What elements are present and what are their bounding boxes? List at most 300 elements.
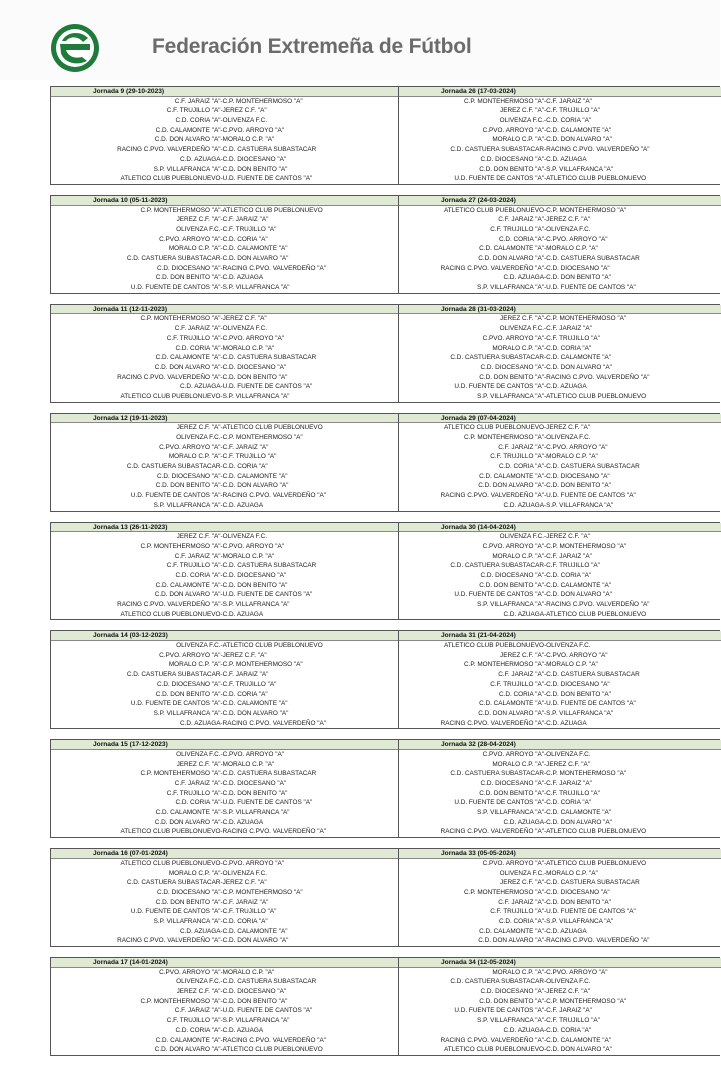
away-team: -C.D. DIOCESANO "A" — [220, 571, 287, 579]
away-team: -C.D. DON ALVARO "A" — [220, 255, 289, 262]
match-row — [51, 590, 398, 600]
match-row — [399, 1006, 721, 1016]
match-row — [51, 382, 398, 392]
home-team: OLIVENZA F.C. — [176, 434, 221, 441]
jornada-header: Jornada 27 (24-03-2024) — [399, 196, 721, 206]
away-team: -C.F. TRUJILLO "A" — [220, 453, 277, 461]
home-team: ATLETICO CLUB PUEBLONUEVO — [443, 206, 544, 214]
match-row — [51, 373, 398, 383]
away-team: -C.F. JARAIZ "A" — [220, 443, 269, 451]
away-team: -JEREZ C.F. "A" — [544, 216, 591, 224]
home-team: JEREZ C.F. "A" — [176, 216, 221, 224]
match-row — [51, 283, 398, 293]
match-row — [51, 126, 398, 136]
home-team: C.F. JARAIZ "A" — [498, 443, 544, 451]
home-team: ATLETICO CLUB PUEBLONUEVO — [443, 642, 544, 650]
home-team: C.D. AZUAGA — [180, 383, 221, 391]
home-team: C.D. CALAMONTE "A" — [479, 927, 544, 935]
away-team: -JEREZ C.F. "A" — [544, 533, 591, 541]
home-team: C.D. DON ALVARO "A" — [154, 1046, 221, 1054]
match-row — [51, 936, 398, 946]
match-row — [51, 888, 398, 898]
away-team: -C.D. DON BENITO "A" — [544, 898, 611, 906]
home-team: C.D. DIOCESANO "A" — [157, 888, 221, 896]
home-team: JEREZ C.F. "A" — [500, 315, 544, 323]
away-team: -U.D. FUENTE DE CANTOS "A" — [220, 1007, 313, 1015]
jornada-column-left — [51, 305, 399, 402]
match-row — [51, 917, 398, 927]
jornada-header: Jornada 29 (07-04-2024) — [399, 414, 721, 424]
home-team: C.D. CASTUERA SUBASTACAR — [126, 671, 221, 679]
away-team: -C.PVO. ARROYO "A" — [220, 859, 285, 867]
match-row — [51, 532, 398, 542]
match-row — [399, 600, 721, 610]
away-team: -C.P. MONTEHERMOSO "A" — [220, 888, 303, 896]
away-team: -C.D. AZUAGA — [220, 274, 264, 282]
match-row — [399, 878, 721, 888]
match-row — [51, 392, 398, 402]
away-team: -C.F. TRUJILLO "A" — [544, 562, 600, 570]
away-team: -MORALO C.P. "A" — [544, 661, 598, 669]
away-team: -JEREZ C.F. "A" — [220, 879, 267, 887]
match-row — [51, 690, 398, 700]
home-team: ATLETICO CLUB PUEBLONUEVO — [120, 392, 221, 400]
match-row — [399, 888, 721, 898]
away-team: -C.F. JARAIZ "A" — [544, 780, 592, 787]
home-team: JEREZ C.F. "A" — [500, 107, 544, 115]
match-row — [51, 1016, 398, 1026]
home-team: U.D. FUENTE DE CANTOS "A" — [454, 591, 544, 599]
away-team: -C.D. CORIA "A" — [220, 690, 268, 698]
match-row — [399, 135, 721, 145]
match-row — [399, 641, 721, 651]
away-team: -S.P. VILLAFRANCA "A" — [220, 1017, 290, 1025]
page-title: Federación Extremeña de Fútbol — [152, 35, 472, 58]
away-team: -C.D. CALAMONTE "A" — [220, 472, 288, 480]
match-row — [399, 680, 721, 690]
match-row — [51, 353, 398, 363]
match-row — [51, 769, 398, 779]
home-team: C.D. AZUAGA — [503, 818, 544, 826]
match-row — [399, 1026, 721, 1036]
away-team: -C.D. AZUAGA — [544, 719, 587, 727]
home-team: ATLETICO CLUB PUEBLONUEVO — [120, 859, 221, 867]
home-team: C.D. AZUAGA — [503, 501, 544, 509]
match-row — [51, 344, 398, 354]
home-team: C.F. TRUJILLO "A" — [490, 908, 544, 916]
match-row — [399, 709, 721, 719]
home-team: OLIVENZA F.C. — [176, 750, 221, 758]
away-team: -C.D. DON BENITO "A" — [544, 274, 611, 282]
home-team: MORALO C.P. "A" — [492, 552, 544, 560]
match-row — [51, 314, 398, 324]
away-team: -C.D. CORIA "A" — [220, 917, 268, 925]
jornada-block — [50, 630, 720, 729]
match-row — [51, 699, 398, 709]
match-row — [399, 452, 721, 462]
home-team: C.F. JARAIZ "A" — [174, 97, 221, 105]
match-row — [51, 433, 398, 443]
away-team: -C.P. MONTEHERMOSO "A" — [544, 206, 627, 214]
match-row — [399, 314, 721, 324]
away-team: -U.D. FUENTE DE CANTOS "A" — [544, 700, 636, 708]
match-row — [51, 116, 398, 126]
jornada-header: Jornada 31 (21-04-2024) — [399, 631, 721, 641]
match-row — [399, 392, 721, 402]
away-team: -C.P. MONTEHERMOSO "A" — [220, 434, 303, 441]
away-team: -C.D. CORIA "A" — [544, 799, 592, 807]
match-row — [51, 244, 398, 254]
home-team: C.F. JARAIZ "A" — [498, 898, 544, 906]
home-team: RACING C.PVO. VALVERDEÑO "A" — [117, 937, 221, 945]
match-row — [51, 719, 398, 729]
away-team: -C.D. AZUAGA — [220, 501, 264, 509]
away-team: -C.D. DIOCESANO "A" — [544, 472, 610, 480]
away-team: -MORALO C.P. "A" — [220, 344, 275, 352]
home-team: C.P. MONTEHERMOSO "A" — [140, 542, 221, 550]
away-team: -C.D. CORIA "A" — [220, 463, 268, 471]
home-team: C.F. JARAIZ "A" — [174, 780, 221, 787]
away-team: -OLIVENZA F.C. — [220, 533, 268, 541]
match-row — [399, 808, 721, 818]
away-team: -C.D. DIOCESANO "A" — [544, 264, 610, 272]
home-team: C.PVO. ARROYO "A" — [482, 542, 544, 550]
home-team: C.D. AZUAGA — [503, 610, 544, 618]
match-row — [51, 542, 398, 552]
jornada-column-left — [51, 196, 399, 293]
away-team: -C.F. JARAIZ "A" — [220, 671, 269, 679]
away-team: -OLIVENZA F.C. — [544, 434, 591, 441]
match-row — [399, 443, 721, 453]
away-team: -C.D. DIOCESANO "A" — [220, 988, 287, 996]
away-team: -C.D. DIOCESANO "A" — [544, 680, 610, 688]
away-team: -ATLETICO CLUB PUEBLONUEVO — [544, 175, 647, 183]
match-row — [399, 660, 721, 670]
away-team: -ATLETICO CLUB PUEBLONUEVO — [220, 642, 323, 650]
jornada-column-left — [51, 740, 399, 837]
away-team: -C.F. TRUJILLO "A" — [220, 908, 277, 916]
jornada-header: Jornada 16 (07-01-2024) — [51, 849, 398, 859]
home-team: S.P. VILLAFRANCA "A" — [477, 284, 544, 292]
home-team: C.F. TRUJILLO "A" — [166, 334, 221, 342]
jornada-block — [50, 957, 720, 1056]
match-row — [51, 660, 398, 670]
home-team: C.D. DON BENITO "A" — [479, 789, 544, 797]
home-team: C.D. CASTUERA SUBASTACAR — [450, 978, 544, 986]
home-team: C.F. JARAIZ "A" — [498, 671, 544, 679]
home-team: C.PVO. ARROYO "A" — [159, 651, 221, 659]
match-row — [51, 600, 398, 610]
home-team: C.D. DIOCESANO "A" — [480, 780, 544, 787]
match-row — [399, 373, 721, 383]
match-row — [51, 1045, 398, 1055]
home-team: C.P. MONTEHERMOSO "A" — [140, 206, 221, 214]
match-row — [51, 651, 398, 661]
home-team: C.D. CALAMONTE "A" — [479, 472, 544, 480]
match-row — [51, 927, 398, 937]
match-row — [399, 235, 721, 245]
federation-logo-icon — [50, 23, 100, 73]
away-team: -C.D. CALAMONTE "A" — [220, 700, 288, 708]
home-team: C.D. CALAMONTE "A" — [155, 1036, 221, 1044]
away-team: -C.D. CASTUERA SUBASTACAR — [220, 146, 317, 154]
match-row — [51, 273, 398, 283]
match-row — [399, 155, 721, 165]
home-team: C.D. CORIA "A" — [175, 117, 221, 125]
away-team: -S.P. VILLAFRANCA "A" — [220, 601, 290, 608]
jornada-header: Jornada 26 (17-03-2024) — [399, 87, 721, 97]
home-team: C.P. MONTEHERMOSO "A" — [463, 97, 544, 105]
match-row — [399, 462, 721, 472]
away-team: -C.F. JARAIZ "A" — [544, 1007, 592, 1015]
match-row — [51, 1036, 398, 1046]
home-team: S.P. VILLAFRANCA "A" — [477, 392, 544, 400]
match-row — [399, 1016, 721, 1026]
match-row — [399, 215, 721, 225]
match-row — [51, 254, 398, 264]
away-team: -C.D. DIOCESANO "A" — [220, 155, 287, 163]
away-team: -OLIVENZA F.C. — [220, 869, 268, 877]
home-team: RACING C.PVO. VALVERDEÑO "A" — [440, 492, 544, 500]
away-team: -JEREZ C.F. "A" — [544, 988, 591, 996]
home-team: C.D. DIOCESANO "A" — [480, 988, 544, 996]
match-row — [51, 680, 398, 690]
away-team: -C.D. DON BENITO "A" — [544, 690, 611, 698]
away-team: -C.D. CORIA "A" — [544, 1026, 592, 1034]
home-team: C.PVO. ARROYO "A" — [159, 235, 221, 243]
match-row — [51, 898, 398, 908]
match-row — [399, 1036, 721, 1046]
home-team: C.D. DIOCESANO "A" — [480, 571, 544, 579]
jornada-header: Jornada 32 (28-04-2024) — [399, 740, 721, 750]
away-team: -C.PVO. ARROYO "A" — [220, 334, 285, 342]
match-row — [399, 116, 721, 126]
match-row — [51, 106, 398, 116]
home-team: C.D. CASTUERA SUBASTACAR — [450, 354, 544, 362]
home-team: C.D. CORIA "A" — [175, 1026, 221, 1034]
home-team: C.F. JARAIZ "A" — [174, 1007, 221, 1015]
match-row — [51, 670, 398, 680]
match-row — [51, 789, 398, 799]
home-team: C.F. TRUJILLO "A" — [166, 107, 221, 115]
match-row — [51, 225, 398, 235]
match-row — [51, 997, 398, 1007]
away-team: -C.D. CALAMONTE "A" — [544, 126, 612, 134]
home-team: C.D. CORIA "A" — [175, 799, 221, 807]
match-row — [399, 987, 721, 997]
match-row — [51, 552, 398, 562]
away-team: -C.F. JARAIZ "A" — [220, 216, 269, 224]
home-team: OLIVENZA F.C. — [176, 642, 221, 650]
home-team: C.D. CORIA "A" — [498, 463, 544, 471]
away-team: -C.D. CORIA "A" — [544, 571, 592, 579]
away-team: -C.D. CASTUERA SUBASTACAR — [220, 770, 317, 778]
match-row — [399, 779, 721, 789]
home-team: C.D. DON BENITO "A" — [479, 997, 544, 1005]
match-row — [399, 977, 721, 987]
home-team: C.P. MONTEHERMOSO "A" — [140, 315, 221, 323]
match-row — [399, 363, 721, 373]
match-row — [399, 324, 721, 334]
home-team: S.P. VILLAFRANCA "A" — [153, 165, 221, 173]
away-team: -C.F. JARAIZ "A" — [220, 898, 269, 906]
match-row — [51, 709, 398, 719]
away-team: -JEREZ C.F. "A" — [220, 651, 267, 659]
match-row — [399, 750, 721, 760]
home-team: OLIVENZA F.C. — [499, 869, 544, 877]
match-row — [51, 610, 398, 620]
home-team: RACING C.PVO. VALVERDEÑO "A" — [440, 264, 544, 272]
away-team: -C.D. AZUAGA — [544, 155, 587, 163]
away-team: -ATLETICO CLUB PUEBLONUEVO — [544, 859, 647, 867]
home-team: C.P. MONTEHERMOSO "A" — [463, 661, 544, 669]
home-team: RACING C.PVO. VALVERDEÑO "A" — [440, 719, 544, 727]
home-team: C.D. DIOCESANO "A" — [157, 472, 221, 480]
home-team: MORALO C.P. "A" — [492, 136, 544, 144]
match-row — [399, 165, 721, 175]
away-team: -ATLETICO CLUB PUEBLONUEVO — [544, 392, 647, 400]
match-row — [51, 760, 398, 770]
home-team: C.P. MONTEHERMOSO "A" — [140, 997, 221, 1005]
jornada-header: Jornada 28 (31-03-2024) — [399, 305, 721, 315]
jornada-column-left — [51, 849, 399, 946]
away-team: -C.F. TRUJILLO "A" — [220, 680, 277, 688]
home-team: C.D. AZUAGA — [180, 719, 221, 727]
home-team: C.F. TRUJILLO "A" — [166, 789, 221, 797]
home-team: RACING C.PVO. VALVERDEÑO "A" — [117, 373, 221, 381]
away-team: -MORALO C.P. "A" — [220, 968, 275, 976]
jornada-header: Jornada 33 (05-05-2024) — [399, 849, 721, 859]
away-team: -C.D. AZUAGA — [544, 927, 587, 935]
jornada-header: Jornada 11 (12-11-2023) — [51, 305, 398, 315]
away-team: -RACING C.PVO. VALVERDEÑO "A" — [220, 1036, 327, 1044]
match-row — [399, 174, 721, 184]
home-team: C.D. CALAMONTE "A" — [479, 245, 544, 253]
away-team: -C.P. MONTEHERMOSO "A" — [544, 315, 627, 323]
jornada-column-left — [51, 958, 399, 1055]
away-team: -C.F. TRUJILLO "A" — [544, 334, 600, 342]
match-row — [399, 552, 721, 562]
away-team: -U.D. FUENTE DE CANTOS "A" — [544, 908, 636, 916]
match-row — [51, 779, 398, 789]
away-team: -C.P. MONTEHERMOSO "A" — [220, 97, 303, 105]
away-team: -C.D. CALAMONTE "A" — [220, 927, 288, 935]
match-row — [399, 542, 721, 552]
home-team: C.F. TRUJILLO "A" — [490, 680, 544, 688]
match-row — [399, 145, 721, 155]
away-team: -OLIVENZA F.C. — [544, 750, 591, 758]
match-row — [51, 481, 398, 491]
home-team: JEREZ C.F. "A" — [176, 533, 221, 541]
match-row — [51, 907, 398, 917]
away-team: -C.P. MONTEHERMOSO "A" — [544, 770, 627, 778]
home-team: C.D. AZUAGA — [503, 1026, 544, 1034]
away-team: -MORALO C.P. "A" — [220, 136, 275, 144]
away-team: -ATLETICO CLUB PUEBLONUEVO — [544, 828, 647, 836]
home-team: OLIVENZA F.C. — [176, 225, 221, 233]
home-team: C.D. DON BENITO "A" — [155, 274, 221, 282]
away-team: -C.D. DON ALVARO "A" — [544, 1046, 612, 1054]
jornada-column-right — [399, 631, 721, 728]
home-team: C.P. MONTEHERMOSO "A" — [463, 434, 544, 441]
home-team: C.F. JARAIZ "A" — [174, 325, 221, 333]
away-team: -C.D. CALAMONTE "A" — [544, 354, 612, 362]
away-team: -C.D. DIOCESANO "A" — [220, 363, 287, 371]
match-row — [51, 859, 398, 869]
match-row — [51, 878, 398, 888]
match-row — [399, 244, 721, 254]
home-team: JEREZ C.F. "A" — [176, 424, 221, 432]
away-team: -MORALO C.P. "A" — [544, 869, 598, 877]
home-team: C.D. DIOCESANO "A" — [157, 264, 221, 272]
away-team: -C.D. CALAMONTE "A" — [220, 245, 288, 253]
home-team: C.D. DIOCESANO "A" — [480, 155, 544, 163]
match-row — [51, 324, 398, 334]
match-row — [51, 472, 398, 482]
home-team: MORALO C.P. "A" — [168, 453, 221, 461]
away-team: -C.D. DON ALVARO "A" — [220, 709, 289, 717]
home-team: C.D. DON BENITO "A" — [479, 165, 544, 173]
away-team: -RACING C.PVO. VALVERDEÑO "A" — [220, 264, 327, 272]
away-team: -OLIVENZA F.C. — [544, 978, 591, 986]
jornada-column-right — [399, 523, 721, 620]
match-row — [399, 106, 721, 116]
away-team: -C.F. TRUJILLO "A" — [544, 789, 600, 797]
match-row — [399, 789, 721, 799]
away-team: -U.D. FUENTE DE CANTOS "A" — [220, 591, 313, 599]
home-team: C.D. CASTUERA SUBASTACAR — [126, 879, 221, 887]
match-row — [399, 254, 721, 264]
away-team: -C.D. CORIA "A" — [544, 117, 592, 125]
jornada-column-right — [399, 196, 721, 293]
home-team: C.D. DIOCESANO "A" — [157, 680, 221, 688]
jornada-header: Jornada 9 (29-10-2023) — [51, 87, 398, 97]
away-team: -C.D. CASTUERA SUBASTACAR — [544, 255, 640, 262]
match-row — [399, 283, 721, 293]
home-team: C.D. CORIA "A" — [175, 344, 221, 352]
match-row — [51, 264, 398, 274]
home-team: C.D. DON BENITO "A" — [155, 898, 221, 906]
home-team: C.D. AZUAGA — [180, 927, 221, 935]
jornada-column-right — [399, 740, 721, 837]
home-team: C.D. CORIA "A" — [498, 690, 544, 698]
home-team: MORALO C.P. "A" — [492, 344, 544, 352]
home-team: S.P. VILLAFRANCA "A" — [477, 809, 544, 817]
match-row — [51, 561, 398, 571]
away-team: -ATLETICO CLUB PUEBLONUEVO — [220, 206, 323, 214]
match-row — [399, 936, 721, 946]
home-team: C.D. AZUAGA — [180, 155, 221, 163]
match-row — [399, 719, 721, 729]
home-team: C.F. TRUJILLO "A" — [490, 453, 544, 461]
match-row — [399, 581, 721, 591]
away-team: -MORALO C.P. "A" — [544, 245, 598, 253]
match-row — [51, 571, 398, 581]
match-row — [399, 344, 721, 354]
home-team: C.P. MONTEHERMOSO "A" — [463, 888, 544, 896]
home-team: C.D. CASTUERA SUBASTACAR — [126, 463, 221, 471]
match-row — [399, 690, 721, 700]
home-team: ATLETICO CLUB PUEBLONUEVO — [120, 828, 221, 836]
match-row — [51, 750, 398, 760]
jornada-header: Jornada 30 (14-04-2024) — [399, 523, 721, 533]
match-row — [399, 472, 721, 482]
home-team: C.D. CORIA "A" — [498, 917, 544, 925]
home-team: C.P. MONTEHERMOSO "A" — [140, 770, 221, 778]
fixtures-grid — [50, 86, 720, 1066]
home-team: C.D. DIOCESANO "A" — [480, 363, 544, 371]
match-row — [51, 808, 398, 818]
